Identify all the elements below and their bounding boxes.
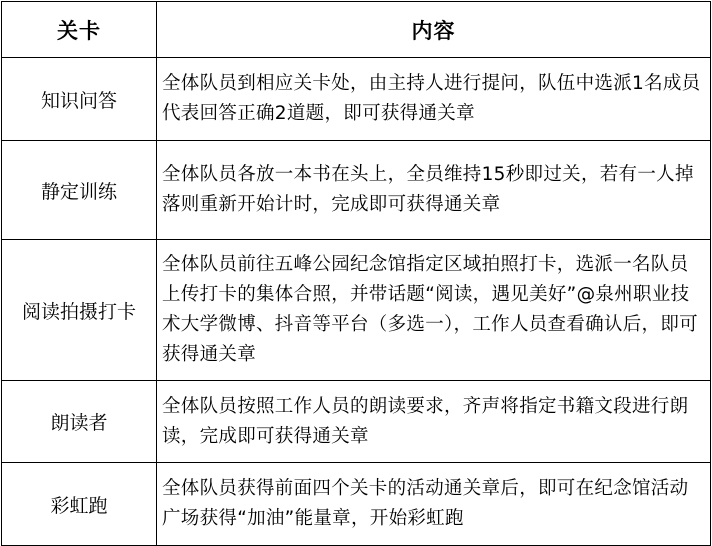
- table-row: [2, 381, 711, 463]
- stage-content: 全体队员获得前面四个关卡的活动通关章后，即可在纪念馆活动广场获得“加油”能量章，开始彩虹跑: [157, 463, 711, 546]
- table-row: [2, 141, 711, 240]
- stage-content: 全体队员各放一本书在头上，全员维持15秒即过关，若有一人掉落则重新开始计时，完成即可获得通关章: [157, 141, 711, 240]
- stage-name: 彩虹跑: [2, 463, 157, 546]
- stage-name: 静定训练: [2, 141, 157, 240]
- stage-name: 阅读拍摄打卡: [2, 240, 157, 381]
- table-header-row: [2, 2, 711, 58]
- stage-rules-table: [1, 1, 711, 546]
- stage-content: 全体队员到相应关卡处，由主持人进行提问，队伍中选派1名成员代表回答正确2道题，即可获得通关章: [157, 58, 711, 141]
- stage-name: 知识问答: [2, 58, 157, 141]
- table-row: [2, 463, 711, 546]
- header-content: 内容: [157, 2, 711, 58]
- table-row: [2, 58, 711, 141]
- table-row: [2, 240, 711, 381]
- header-stage: 关卡: [2, 2, 157, 58]
- stage-content: 全体队员前往五峰公园纪念馆指定区域拍照打卡，选派一名队员上传打卡的集体合照，并带话题“阅读，遇见美好”@泉州职业技术大学微博、抖音等平台（多选一），工作人员查看确认后，即可获得通关章: [157, 240, 711, 381]
- stage-name: 朗读者: [2, 381, 157, 463]
- stage-content: 全体队员按照工作人员的朗读要求，齐声将指定书籍文段进行朗读，完成即可获得通关章: [157, 381, 711, 463]
